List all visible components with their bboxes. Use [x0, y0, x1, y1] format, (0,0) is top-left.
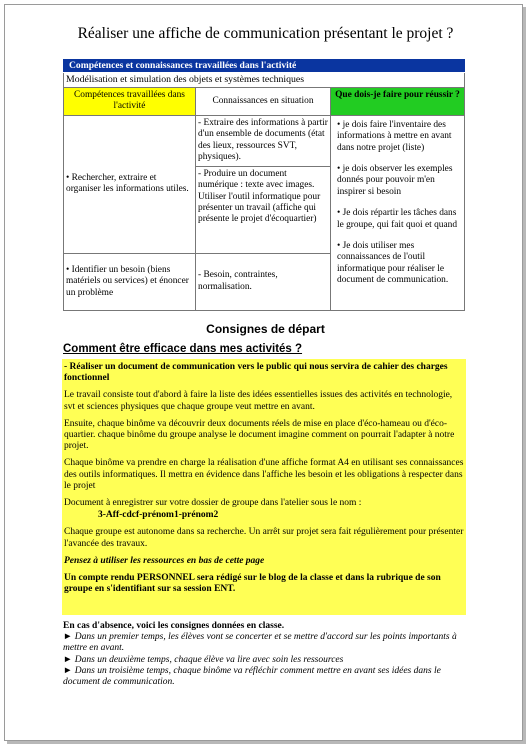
competences-banner: Compétences et connaissances travaillées dans l'activité — [63, 59, 465, 72]
competence-text: • Rechercher, extraire et organiser les informations utiles. — [66, 172, 189, 195]
instruction-paragraph: Document à enregistrer sur votre dossier de groupe dans l'atelier sous le nom : — [64, 498, 362, 509]
reussir-cell — [331, 115, 465, 310]
resources-note: Pensez à utiliser les ressources en bas de cette page — [64, 555, 265, 566]
competence-cell — [64, 253, 196, 310]
competences-table — [63, 87, 465, 311]
report-note: Un compte rendu PERSONNEL sera rédigé sur le blog de la classe et dans la rubrique de son groupe en s'identifiant sur sa session ENT. — [64, 573, 441, 595]
header-reussir: Que dois-je faire pour réussir ? — [331, 88, 465, 116]
reussir-item: • Je dois utiliser mes connaissances de l'outil informatique pour réaliser le document de communication. — [337, 241, 449, 286]
connaissance-cell — [196, 166, 331, 253]
efficace-heading: Comment être efficace dans mes activités ? — [63, 343, 303, 355]
connaissance-cell — [196, 115, 331, 166]
filename-text: 3-Aff-cdcf-prénom1-prénom2 — [98, 510, 219, 521]
table-header-row — [64, 88, 465, 116]
header-connaissances: Connaissances en situation — [196, 88, 331, 116]
connaissance-text: - Extraire des informations à partir d'un ensemble de documents (état des lieux, ressources SVT, physiques). — [198, 117, 328, 163]
consignes-heading: Consignes de départ — [206, 322, 325, 336]
instruction-paragraph: Ensuite, chaque binôme va découvrir deux documents réels de mise en place d'éco-hameau ou d'éco-quartier. chaque binôme du groupe analyse le document imagine comment on pourrait l'adapter à notre projet. — [64, 418, 455, 452]
connaissance-text: - Besoin, contraintes, normalisation. — [198, 270, 278, 292]
absence-item: ► Dans un premier temps, les élèves vont se concerter et se mettre d'accord sur les points importants à mettre en avant. — [63, 632, 457, 654]
reussir-item: • je dois observer les exemples donnés pour pouvoir m'en inspirer si besoin — [337, 164, 453, 197]
absence-section — [63, 621, 467, 688]
absence-item: ► Dans un troisième temps, chaque binôme va réfléchir comment mettre en avant ses idées dans le document de communication. — [63, 665, 441, 688]
table-row — [64, 115, 465, 166]
connaissance-text: - Produire un document numérique : texte avec images. Utiliser l'outil informatique pour présenter un travail (affiche qui présente le projet d'écoquartier) — [198, 168, 321, 225]
header-competences: Compétences travaillées dans l'activité — [64, 88, 196, 116]
competence-text: • Identifier un besoin (biens matériels ou services) et énoncer un problème — [66, 264, 189, 298]
reussir-item: • Je dois répartir les tâches dans le groupe, qui fait quoi et quand — [337, 208, 458, 230]
reussir-item: • je dois faire l'inventaire des informations à mettre en avant dans notre projet (liste) — [337, 119, 452, 153]
page-title: Réaliser une affiche de communication présentant le projet ? — [77, 25, 454, 42]
instruction-paragraph: Chaque groupe est autonome dans sa recherche. Un arrêt sur projet sera fait régulièrement pour présenter l'avancée des travaux. — [64, 527, 464, 549]
competence-cell — [64, 115, 196, 253]
instruction-goal: - Réaliser un document de communication vers le public qui nous servira de cahier des charges fonctionnel — [64, 362, 448, 384]
instruction-paragraph: Chaque binôme va prendre en charge la réalisation d'une affiche format A4 en utilisant ses connaissances des outils informatiques. Il mettra en évidence dans l'affiche les besoin et les obligations à respecter dans le projet — [64, 458, 464, 491]
instruction-paragraph: Le travail consiste tout d'abord à faire la liste des idées essentielles issues des activités en technologie, svt et sciences physiques que chaque groupe veut mettre en avant. — [64, 390, 453, 412]
theme-subheading: Modélisation et simulation des objets et systèmes techniques — [63, 73, 465, 87]
absence-title: En cas d'absence, voici les consignes données en classe. — [63, 621, 285, 631]
instructions-panel — [62, 359, 466, 615]
connaissance-cell — [196, 253, 331, 310]
absence-item: ► Dans un deuxième temps, chaque élève va lire avec soin les ressources — [63, 654, 344, 665]
